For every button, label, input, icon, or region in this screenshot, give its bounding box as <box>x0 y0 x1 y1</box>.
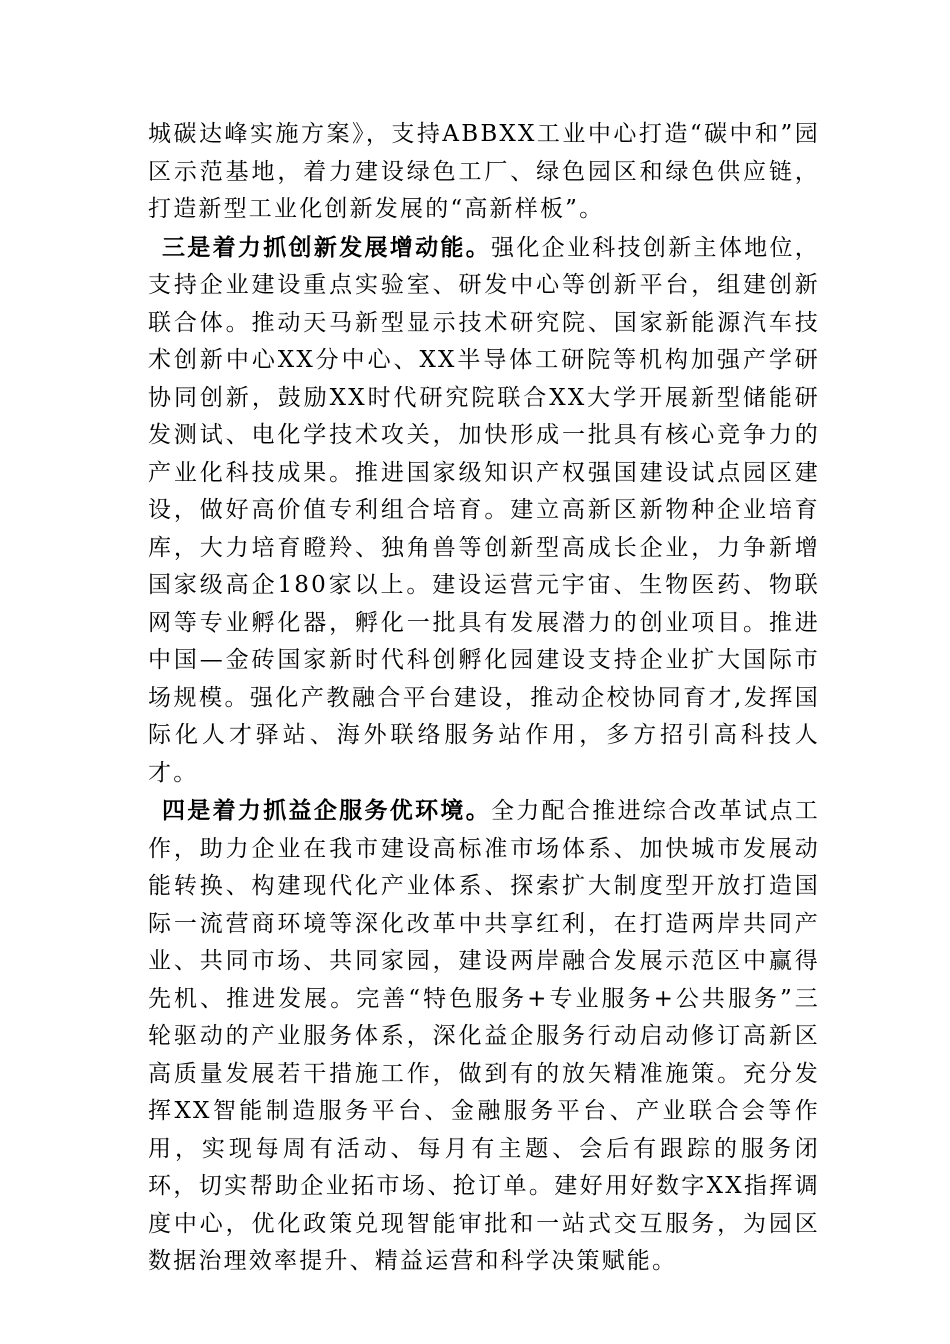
paragraph-business-service <box>148 792 820 1281</box>
paragraph-text: 强化企业科技创新主体地位，支持企业建设重点实验室、研发中心等创新平台，组建创新联合体。推动天马新型显示技术研究院、国家新能源汽车技术创新中心XX分中心、XX半导体工研院等机构加强产学研协同创新，鼓励XX时代研究院联合XX大学开展新型储能研发测试、电化学技术攻关，加快形成一批具有核心竞争力的产业化科技成果。推进国家级知识产权强国建设试点园区建设，做好高价值专利组合培育。建立高新区新物种企业培育库，大力培育瞪羚、独角兽等创新型高成长企业，力争新增国家级高企180家以上。建设运营元宇宙、生物医药、物联网等专业孵化器，孵化一批具有发展潜力的创业项目。推进中国—金砖国家新时代科创孵化园建设支持企业扩大国际市场规模。强化产教融合平台建设，推动企校协同育才,发挥国际化人才驿站、海外联络服务站作用，多方招引高科技人才。 <box>148 234 820 786</box>
paragraph-heading: 四是着力抓益企服务优环境。 <box>162 797 492 824</box>
paragraph-green-manufacturing <box>148 116 820 229</box>
paragraph-text: 城碳达峰实施方案》，支持ABBXX工业中心打造“碳中和”园区示范基地，着力建设绿色工厂、绿色园区和绿色供应链，打造新型工业化创新发展的“高新样板”。 <box>148 121 820 222</box>
paragraph-text: 全力配合推进综合改革试点工作，助力企业在我市建设高标准市场体系、加快城市发展动能转换、构建现代化产业体系、探索扩大制度型开放打造国际一流营商环境等深化改革中共享红利，在打造两岸共同产业、共同市场、共同家园，建设两岸融合发展示范区中赢得先机、推进发展。完善“特色服务+专业服务+公共服务”三轮驱动的产业服务体系，深化益企服务行动启动修订高新区高质量发展若干措施工作，做到有的放矢精准施策。充分发挥XX智能制造服务平台、金融服务平台、产业联合会等作用，实现每周有活动、每月有主题、会后有跟踪的服务闭环，切实帮助企业拓市场、抢订单。建好用好数字XX指挥调度中心，优化政策兑现智能审批和一站式交互服务，为园区数据治理效率提升、精益运营和科学决策赋能。 <box>148 798 820 1274</box>
document-body <box>148 116 820 1281</box>
paragraph-heading: 三是着力抓创新发展增动能。 <box>162 233 492 261</box>
paragraph-innovation <box>148 229 820 793</box>
